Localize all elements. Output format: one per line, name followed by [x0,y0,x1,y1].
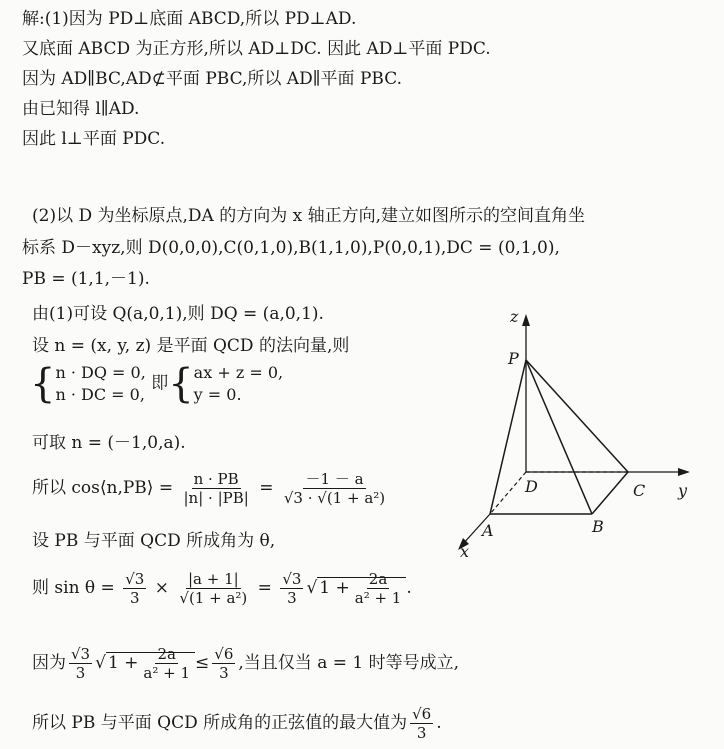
cos-fraction-2 [282,470,387,507]
sin-fraction-4 [353,570,404,607]
label-x: x [460,542,470,560]
solution-line-3: 因为 AD∥BC,AD⊄平面 PBC,所以 AD∥平面 PBC. [22,69,403,89]
part2-line-7: 设 PB 与平面 QCD 所成角为 θ, [32,531,276,551]
sin-f1b-den: 3 [287,589,297,607]
y-axis-arrow [678,468,690,476]
system-right-eq2: y = 0. [193,385,242,404]
sin-f1-den: 3 [130,589,140,607]
solution-line-4: 由已知得 l∥AD. [22,99,140,119]
sin-fraction-2 [177,570,249,607]
cos-f1-num: n · PB [193,470,239,488]
ineq-sqrt-sign: √ [95,653,106,673]
final-den: 3 [416,724,427,742]
sin-f2-num: |a + 1| [187,570,239,588]
part2-line-2: 标系 D－xyz,则 D(0,0,0),C(0,1,0),B(1,1,0),P(0,0,1),DC = (0,1,0), [22,238,560,258]
part2-line-4: 由(1)可设 Q(a,0,1),则 DQ = (a,0,1). [32,304,324,324]
ineq-f2-num: 2a [157,645,176,663]
sin-eq: = [257,578,272,598]
sqrt-body [317,570,406,607]
system-left [55,362,145,406]
ineq-f3-den: 3 [219,664,229,682]
z-axis-arrow [522,314,530,326]
system-left-eq1: n · DQ = 0, [55,363,146,382]
solution-line-2: 又底面 ABCD 为正方形,所以 AD⊥DC. 因此 AD⊥平面 PDC. [22,39,491,59]
part2-line-6: 可取 n = (－1,0,a). [32,433,186,453]
sin-f2-den: √(1 + a²) [179,589,248,607]
cos-eq: = [259,478,274,498]
part2-line-3: PB = (1,1,－1). [22,269,150,289]
ineq-fraction-3 [212,645,235,682]
ineq-fraction-1 [69,645,92,682]
ineq-f1-num: √3 [71,645,91,663]
sin-prefix: 则 sin θ = [32,578,115,598]
part2-line-5: 设 n = (x, y, z) 是平面 QCD 的法向量,则 [32,336,350,356]
cos-f2-num: －1 － a [305,470,364,488]
label-A: A [482,521,494,540]
cos-f2-den: √3 · √(1 + a²) [283,489,386,507]
final-prefix: 所以 PB 与平面 QCD 所成角的正弦值的最大值为 [32,713,408,733]
ineq-le: ≤ [195,653,210,673]
sin-f3-num: 2a [368,570,388,588]
label-C: C [633,481,646,500]
cos-fraction-1 [182,470,251,507]
ineq-sqrt-inner: 1 + [107,653,139,673]
sin-fraction-1 [123,570,146,607]
ineq-line [32,645,459,682]
label-y: y [678,481,688,500]
label-z: z [510,307,519,326]
label-B: B [592,517,604,536]
pyramid-diagram [430,300,710,560]
ineq-f1-den: 3 [75,664,86,682]
ji-text: 即 [151,373,169,394]
solution-line-5: 因此 l⊥平面 PDC. [22,129,166,149]
sin-f1-num: √3 [125,570,145,588]
system-left-eq2: n · DC = 0, [55,385,145,404]
edge-PC [526,360,628,472]
left-brace: { [30,361,56,407]
equation-system [30,362,283,406]
sqrt-sign: √ [306,578,318,598]
sin-fraction-3 [280,570,303,607]
system-right [194,362,283,406]
sin-f1b-num: √3 [282,570,302,588]
final-fraction [410,705,433,742]
final-suffix: . [436,713,442,733]
final-num: √6 [412,705,432,723]
ineq-fraction-2 [141,645,192,682]
final-line [32,705,442,742]
ineq-f3-num: √6 [214,645,234,663]
times-sign: × [154,578,169,598]
label-P: P [508,349,519,368]
ineq-f2-den: a² + 1 [143,664,191,682]
right-brace: { [168,361,194,407]
sqrt-inner-prefix: 1 + [319,578,350,598]
edge-BC [592,472,628,514]
cos-line [32,470,390,507]
ineq-suffix: ,当且仅当 a = 1 时等号成立, [238,653,460,673]
cos-prefix: 所以 cos⟨n,PB⟩ = [32,478,174,498]
solution-line-1: 解:(1)因为 PD⊥底面 ABCD,所以 PD⊥AD. [22,9,357,29]
ineq-sqrt-body [106,645,195,682]
edge-PA [490,360,526,514]
label-D: D [525,477,538,496]
sin-line: 则 sin θ = $\frac{√3}{3}$ × $\frac{|a + 1|}{\text{√(1 + a²)}}$ = $\frac{√3}{3}$ √ 1 + $\frac{2a}{\text{a² + 1}}$ . [32,570,412,607]
ineq-prefix: 因为 [32,653,66,673]
cos-f1-den: |n| · |PB| [183,489,249,507]
part2-line-1: (2)以 D 为坐标原点,DA 的方向为 x 轴正方向,建立如图所示的空间直角坐 [32,206,586,226]
system-right-eq1: ax + z = 0, [193,363,284,382]
sin-f3-den: a² + 1 [354,589,402,607]
